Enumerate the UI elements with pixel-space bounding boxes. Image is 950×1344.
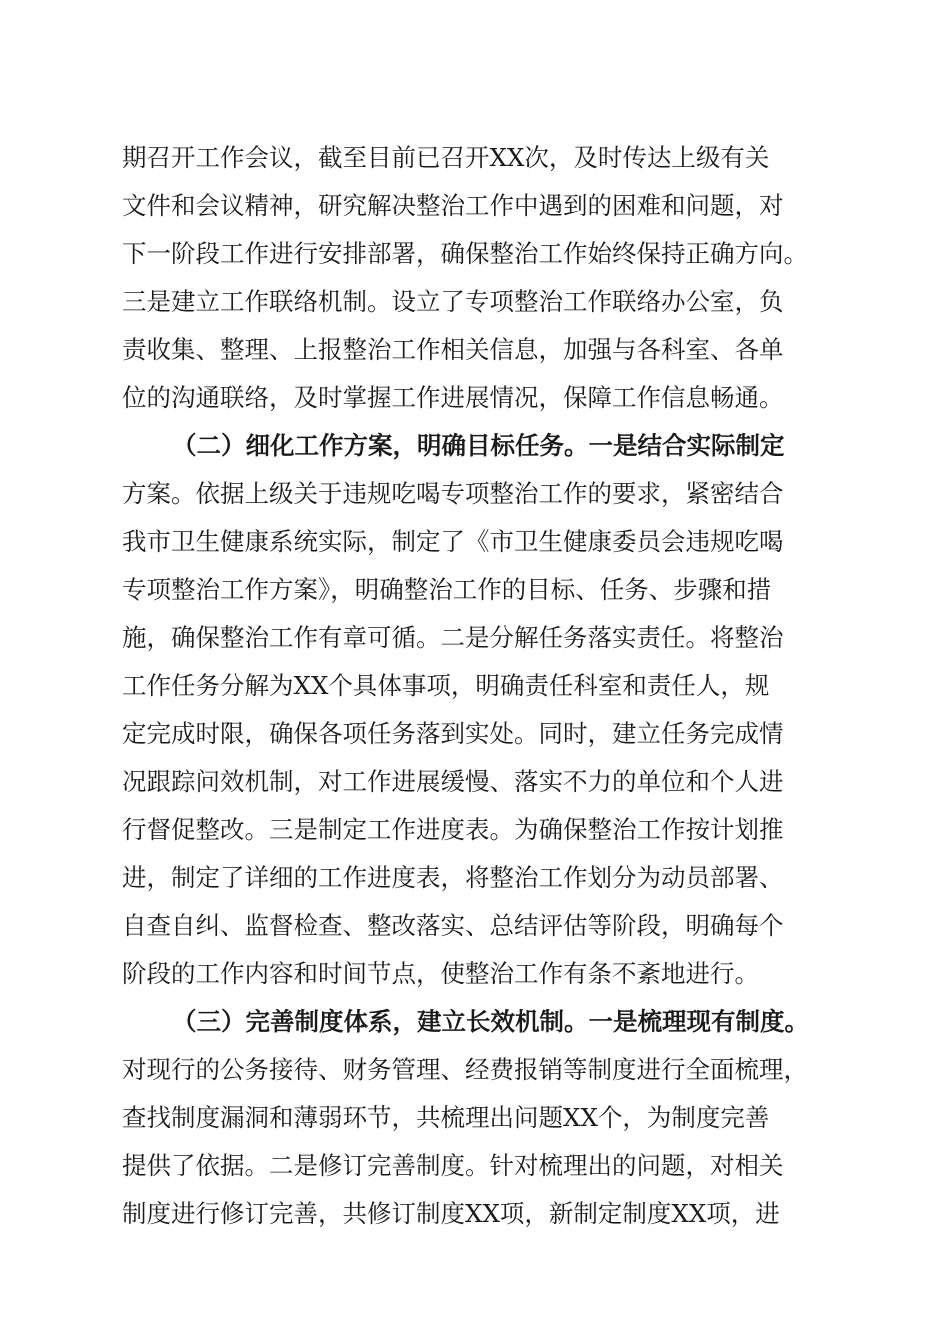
text-line: 查找制度漏洞和薄弱环节，共梳理出问题XX个，为制度完善 bbox=[122, 1103, 770, 1132]
text-line: 施，确保整治工作有章可循。二是分解任务落实责任。将整治 bbox=[122, 623, 784, 652]
text-line: 提供了依据。二是修订完善制度。针对梳理出的问题，对相关 bbox=[122, 1151, 784, 1180]
text-line: 对现行的公务接待、财务管理、经费报销等制度进行全面梳理， bbox=[122, 1055, 808, 1084]
text-line: 况跟踪问效机制，对工作进展缓慢、落实不力的单位和个人进 bbox=[122, 767, 784, 796]
text-line: 期召开工作会议，截至目前已召开XX次，及时传达上级有关 bbox=[122, 143, 770, 172]
text-line: 下一阶段工作进行安排部署，确保整治工作始终保持正确方向。 bbox=[122, 239, 808, 268]
section-heading-line: （二）细化工作方案，明确目标任务。一是结合实际制定 bbox=[172, 431, 785, 460]
text-line: 文件和会议精神，研究解决整治工作中遇到的困难和问题，对 bbox=[122, 191, 784, 220]
text-line: 位的沟通联络，及时掌握工作进展情况，保障工作信息畅通。 bbox=[122, 383, 784, 412]
text-line: 方案。依据上级关于违规吃喝专项整治工作的要求，紧密结合 bbox=[122, 479, 784, 508]
text-line: 我市卫生健康系统实际，制定了《市卫生健康委员会违规吃喝 bbox=[122, 527, 784, 556]
text-line: 行督促整改。三是制定工作进度表。为确保整治工作按计划推 bbox=[122, 815, 784, 844]
text-line: 三是建立工作联络机制。设立了专项整治工作联络办公室，负 bbox=[122, 287, 784, 316]
text-line: 定完成时限，确保各项任务落到实处。同时，建立任务完成情 bbox=[122, 719, 784, 748]
text-line: 责收集、整理、上报整治工作相关信息，加强与各科室、各单 bbox=[122, 335, 784, 364]
text-line: 专项整治工作方案》，明确整治工作的目标、任务、步骤和措 bbox=[122, 575, 772, 604]
text-line: 进，制定了详细的工作进度表，将整治工作划分为动员部署、 bbox=[122, 863, 784, 892]
section-heading-line: （三）完善制度体系，建立长效机制。一是梳理现有制度。 bbox=[172, 1007, 809, 1036]
text-line: 工作任务分解为XX个具体事项，明确责任科室和责任人，规 bbox=[122, 671, 770, 700]
text-line: 自查自纠、监督检查、整改落实、总结评估等阶段，明确每个 bbox=[122, 911, 784, 940]
text-line: 阶段的工作内容和时间节点，使整治工作有条不紊地进行。 bbox=[122, 959, 759, 988]
text-line: 制度进行修订完善，共修订制度XX项，新制定制度XX项，进 bbox=[122, 1199, 780, 1228]
